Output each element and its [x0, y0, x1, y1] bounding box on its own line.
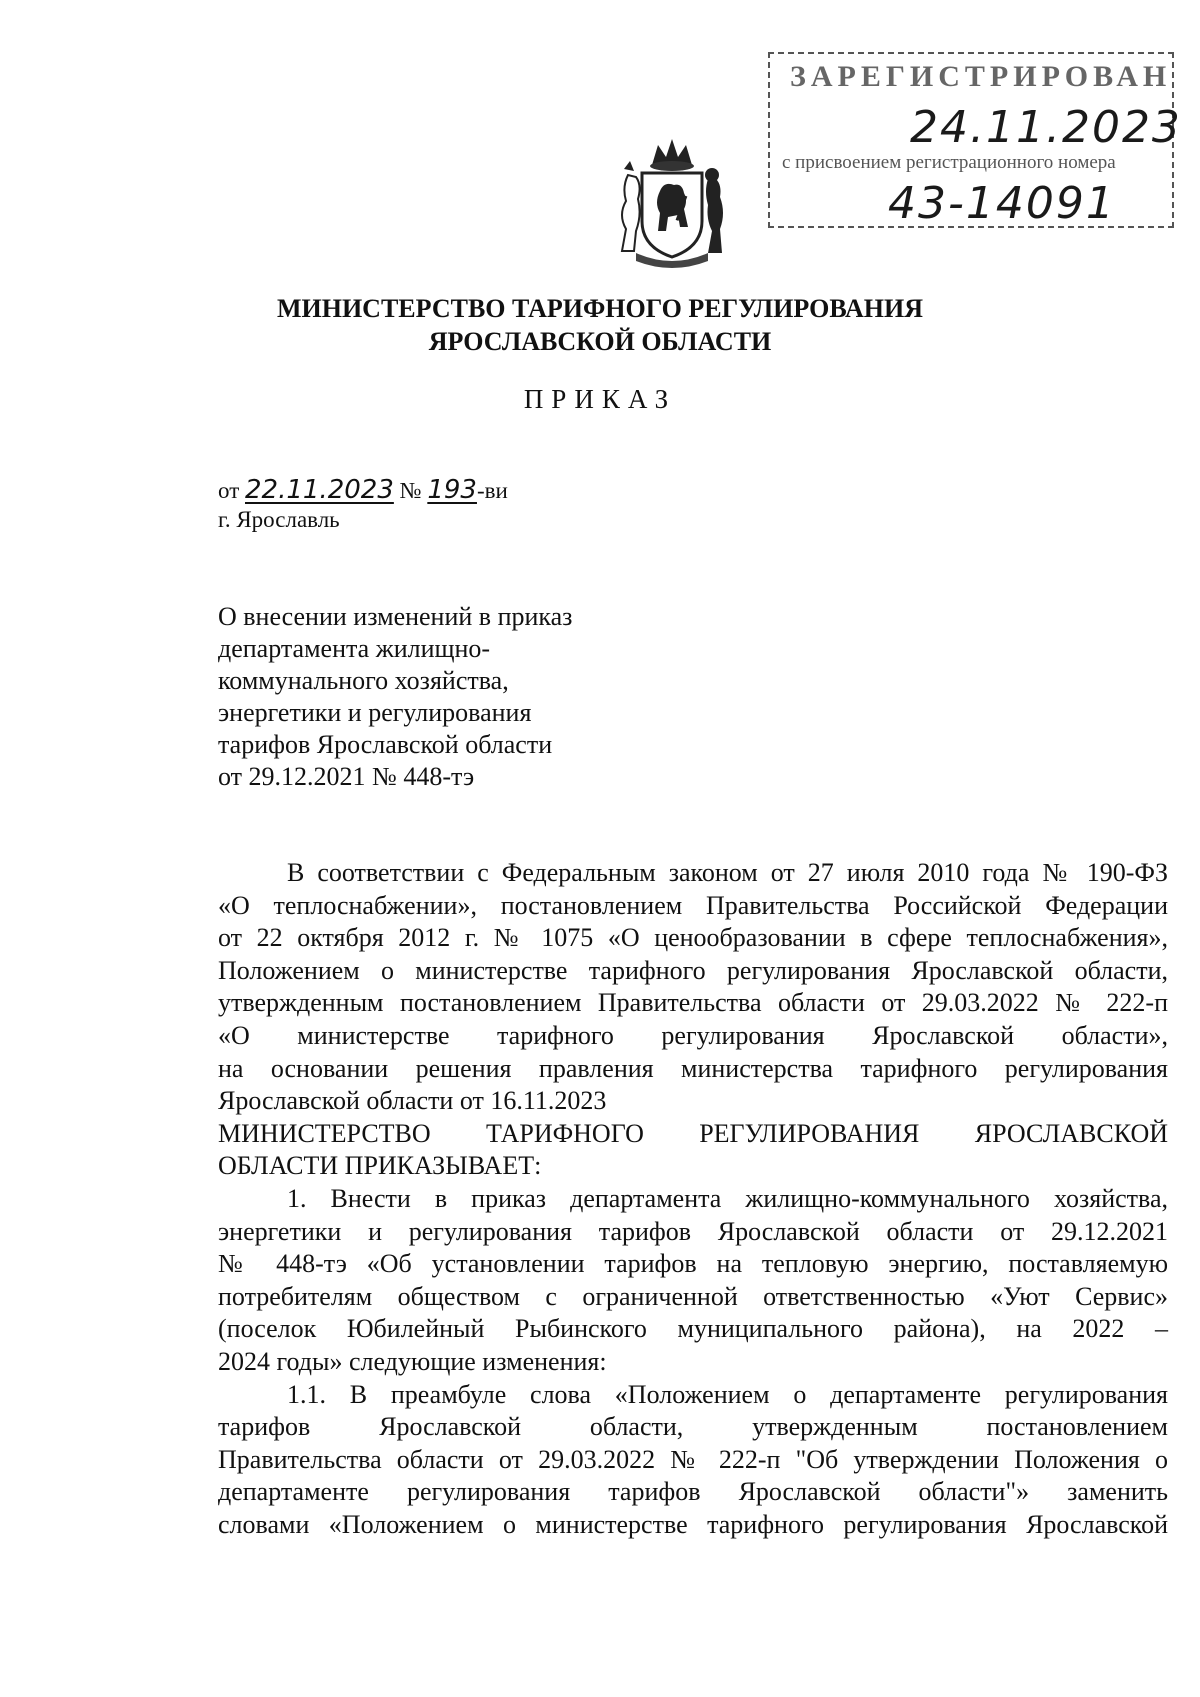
order-date: 22.11.2023	[245, 475, 394, 505]
body-line: от 22 октября 2012 г. № 1075 «О ценообразовании в сфере теплоснабжения»,	[218, 923, 1168, 953]
body-line: на основании решения правления министерства тарифного регулирования	[218, 1053, 1168, 1083]
order-subject	[218, 601, 638, 793]
subject-line: тарифов Ярославской области	[218, 730, 553, 759]
body-line: 1. Внести в приказ департамента жилищно-коммунального хозяйства,	[287, 1183, 1168, 1213]
body-line: 2024 годы» следующие изменения:	[218, 1346, 607, 1376]
registration-stamp	[768, 52, 1182, 229]
subject-line: департамента жилищно-	[218, 634, 491, 663]
body-line: 1.1. В преамбуле слова «Положением о департаменте регулирования	[287, 1379, 1168, 1409]
body-line: потребителям обществом с ограниченной ответственностью «Уют Сервис»	[218, 1281, 1168, 1311]
body-line: Ярославской области от 16.11.2023	[218, 1086, 607, 1116]
order-number: 193	[427, 475, 477, 505]
body-line: «О министерстве тарифного регулирования Ярославской области»,	[218, 1020, 1168, 1050]
order-city: г. Ярославль	[218, 507, 340, 532]
order-number-sign: №	[399, 478, 422, 503]
body-line-ministry-orders: ОБЛАСТИ ПРИКАЗЫВАЕТ:	[218, 1151, 542, 1181]
body-line: департаменте регулирования тарифов Ярославской области"» заменить	[218, 1477, 1168, 1507]
coat-of-arms-emblem	[608, 135, 736, 273]
body-line: «О теплоснабжении», постановлением Правительства Российской Федерации	[218, 890, 1168, 920]
stamp-title: ЗАРЕГИСТРИРОВАН	[790, 60, 1172, 93]
document-type-title: ПРИКАЗ	[523, 384, 677, 414]
body-line: Положением о министерстве тарифного регулирования Ярославской области,	[218, 955, 1168, 985]
stamp-date: 24.11.2023	[910, 102, 1182, 153]
body-line: утвержденным постановлением Правительства области от 29.03.2022 № 222-п	[218, 988, 1168, 1018]
body-line: № 448-тэ «Об установлении тарифов на тепловую энергию, поставляемую	[218, 1249, 1168, 1279]
ministry-name-line-2: ЯРОСЛАВСКОЙ ОБЛАСТИ	[428, 327, 772, 356]
subject-line: коммунального хозяйства,	[218, 666, 509, 695]
body-line: (поселок Юбилейный Рыбинского муниципального района), на 2022 –	[218, 1314, 1168, 1344]
order-date-number-line	[218, 475, 508, 505]
subject-line: энергетики и регулирования	[218, 698, 532, 727]
order-number-suffix: -ви	[476, 478, 508, 503]
body-line: словами «Положением о министерстве тарифного регулирования Ярославской	[218, 1509, 1168, 1539]
body-line: энергетики и регулирования тарифов Ярославской области от 29.12.2021	[218, 1216, 1168, 1246]
stamp-subtitle: с присвоением регистрационного номера	[782, 152, 1116, 173]
subject-line: О внесении изменений в приказ	[218, 602, 573, 631]
order-from-label: от	[218, 478, 240, 503]
body-line: В соответствии с Федеральным законом от 27 июля 2010 года № 190-ФЗ	[287, 858, 1168, 887]
ministry-name-line-1: МИНИСТЕРСТВО ТАРИФНОГО РЕГУЛИРОВАНИЯ	[276, 294, 924, 323]
subject-line: от 29.12.2021 № 448-тэ	[218, 762, 475, 791]
stamp-registration-number: 43-14091	[888, 178, 1116, 229]
body-line: тарифов Ярославской области, утвержденным постановлением	[218, 1412, 1168, 1442]
order-body	[218, 857, 1168, 1541]
body-line-ministry-caps: МИНИСТЕРСТВО ТАРИФНОГО РЕГУЛИРОВАНИЯ ЯРОСЛАВСКОЙ	[218, 1118, 1168, 1148]
body-line: Правительства области от 29.03.2022 № 222-п "Об утверждении Положения о	[218, 1444, 1168, 1474]
